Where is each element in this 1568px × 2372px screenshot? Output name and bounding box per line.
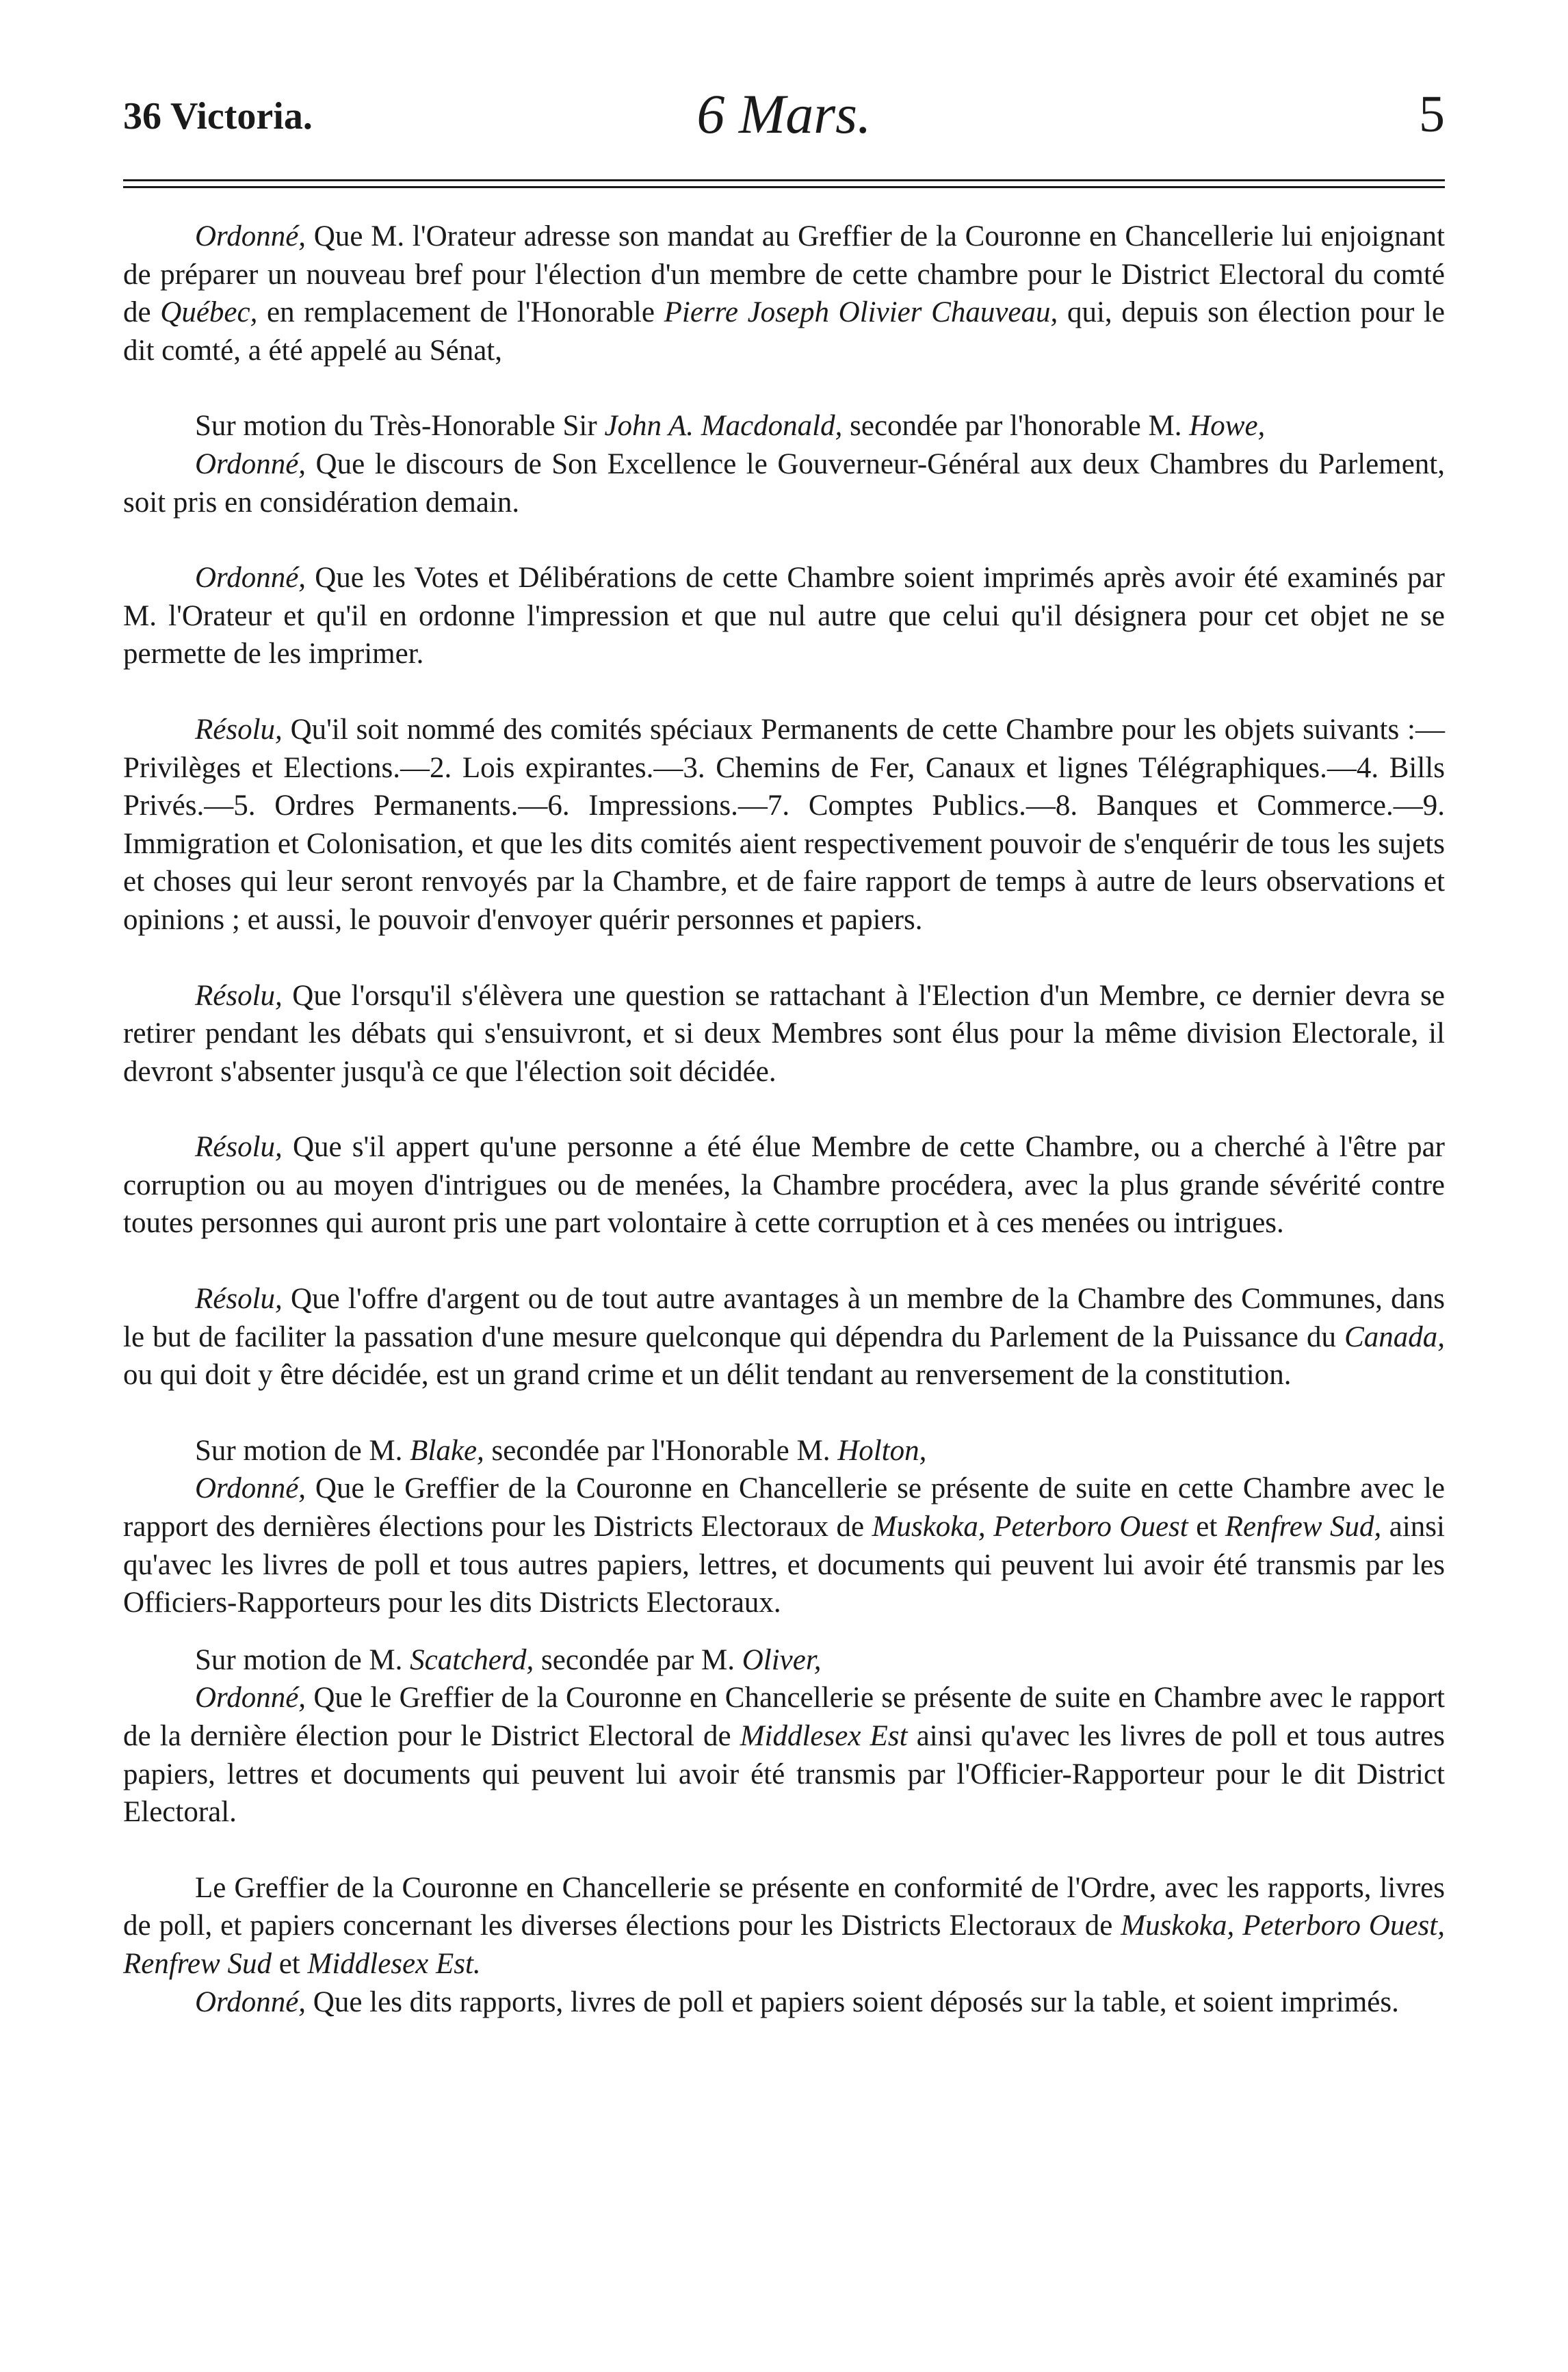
paragraph [123, 1869, 1445, 1983]
text-run: Que l'offre d'argent ou de tout autre avantages à un membre de la Chambre des Communes, dans le but de faciliter la passation d'une mesure quelconque qui dépendra du Parlement de la Puissance du [123, 1283, 1445, 1353]
text-run: et [1188, 1511, 1225, 1543]
italic-run: Résolu, [195, 1131, 283, 1164]
text-run: Que le Greffier de la Couronne en Chancellerie se présente de suite en Chambre avec le rapport de la dernière élection pour le District Electoral de [123, 1682, 1445, 1752]
text-run: secondée par l'Honorable M. [484, 1434, 838, 1467]
italic-run: Muskoka, Peterboro Ouest, Renfrew Sud [123, 1910, 1445, 1980]
italic-run: Muskoka, Peterboro Ouest [872, 1511, 1188, 1543]
paragraph [123, 407, 1445, 445]
italic-run: Résolu, [195, 713, 283, 746]
text-run: Que M. l'Orateur adresse son mandat au Greffier de la Couronne en Chancellerie lui enjoignant de préparer un nouveau bref pour l'élection d'un membre de cette chambre pour le District Electoral du comté de [123, 220, 1445, 329]
text-run: Que l'orsqu'il s'élèvera une question se rattachant à l'Election d'un Membre, ce dernier devra se retirer pendant les débats qui s'ensuivront, et si deux Membres sont élus pour la même division Electorale, il devront s'absenter jusqu'à ce que l'élection soit décidée. [123, 979, 1445, 1088]
paragraph [123, 559, 1445, 673]
paragraph [123, 1983, 1445, 2022]
italic-run: Howe, [1189, 410, 1266, 443]
italic-run: Ordonné, [195, 1682, 306, 1715]
paragraph [123, 977, 1445, 1091]
text-run: ou qui doit y être décidée, est un grand crime et un délit tendant au renversement de la constitution. [123, 1359, 1292, 1392]
italic-run: Ordonné, [195, 562, 306, 595]
paragraph [123, 1641, 1445, 1680]
italic-run: Holton, [837, 1434, 927, 1467]
text-run: secondée par M. [534, 1643, 742, 1676]
text-run: ainsi qu'avec les livres de poll et tous autres papiers, lettres, et documents qui peuvent lui avoir été transmis par les Officiers-Rapporteurs pour les dits Districts Electoraux. [123, 1511, 1445, 1619]
italic-run: Middlesex Est [740, 1720, 908, 1752]
italic-run: Middlesex Est. [307, 1947, 481, 1980]
page-date: 6 Mars. [696, 83, 872, 145]
italic-run: Québec, [160, 296, 258, 329]
text-run: Sur motion de M. [195, 1643, 410, 1676]
text-run: Que le Greffier de la Couronne en Chancellerie se présente de suite en cette Chambre avec le rapport des dernières élections pour les Districts Electoraux de [123, 1472, 1445, 1543]
session-label: 36 Victoria. [123, 95, 313, 138]
paragraph [123, 1432, 1445, 1470]
paragraph [123, 1128, 1445, 1242]
italic-run: Ordonné, [195, 447, 306, 480]
paragraph [123, 711, 1445, 939]
text-run: Qu'il soit nommé des comités spéciaux Permanents de cette Chambre pour les objets suivants :—Privilèges et Elections.—2. Lois expirantes.—3. Chemins de Fer, Canaux et lignes Télégraphiques.—4. Bills Privés.—5. Ordres Permanents.—6. Impressions.—7. Comptes Publics.—8. Banques et Commerce.—9. Immigration et Colonisation, et que les dits comités aient respectivement pouvoir de s'enquérir de tous les sujets et choses qui leur seront renvoyés par la Chambre, et de faire rapport de temps à autre de leurs observations et opinions ; et aussi, le pouvoir d'envoyer quérir personnes et papiers. [123, 713, 1445, 936]
italic-run: Oliver, [742, 1643, 822, 1676]
text-run: Que s'il appert qu'une personne a été élue Membre de cette Chambre, ou a cherché à l'être par corruption ou au moyen d'intrigues ou de menées, la Chambre procédera, avec la plus grande sévérité contre toutes personnes qui auront pris une part volontaire à cette corruption et à ces menées ou intrigues. [123, 1131, 1445, 1240]
italic-run: Ordonné, [195, 1472, 306, 1505]
italic-run: Blake, [410, 1434, 484, 1467]
paragraph [123, 445, 1445, 521]
italic-run: Ordonné, [195, 1985, 306, 2018]
text-run: Le Greffier de la Couronne en Chancellerie se présente en conformité de l'Ordre, avec les rapports, livres de poll, et papiers concernant les diverses élections pour les Districts Electoraux de [123, 1871, 1445, 1942]
text-run: et [271, 1947, 308, 1980]
italic-run: Résolu, [195, 1283, 283, 1316]
paragraph [123, 1280, 1445, 1394]
text-run: en remplacement de l'Honorable [257, 296, 664, 329]
header-rule-bottom [123, 186, 1445, 188]
italic-run: Résolu, [195, 979, 283, 1012]
italic-run: Renfrew Sud, [1225, 1511, 1382, 1543]
italic-run: Ordonné, [195, 220, 306, 252]
page-number: 5 [1419, 86, 1445, 143]
text-run: Que les Votes et Délibérations de cette Chambre soient imprimés après avoir été examinés par M. l'Orateur et qu'il en ordonne l'impression et que nul autre que celui qu'il désignera pour cet objet ne se permette de les imprimer. [123, 562, 1445, 670]
text-run: Que le discours de Son Excellence le Gouverneur-Général aux deux Chambres du Parlement, soit pris en considération demain. [123, 447, 1445, 519]
text-run: ainsi qu'avec les livres de poll et tous autres papiers, lettres et documents qui peuvent lui avoir été transmis par l'Officier-Rapporteur pour le dit District Electoral. [123, 1720, 1445, 1829]
paragraph [123, 1679, 1445, 1831]
paragraph [123, 218, 1445, 369]
text-run: Que les dits rapports, livres de poll et papiers soient déposés sur la table, et soient imprimés. [306, 1985, 1399, 2018]
italic-run: Pierre Joseph Olivier Chauveau, [664, 296, 1058, 329]
text-run: secondée par l'honorable M. [842, 410, 1190, 443]
text-run: qui, depuis son élection pour le dit comté, a été appelé au Sénat, [123, 296, 1446, 367]
paragraph [123, 1470, 1445, 1621]
document-body [123, 218, 1445, 2021]
page-header [123, 82, 1445, 157]
header-rule-top [123, 179, 1445, 181]
text-run: Sur motion du Très-Honorable Sir [195, 410, 605, 443]
italic-run: Canada, [1344, 1320, 1445, 1353]
italic-run: Scatcherd, [410, 1643, 534, 1676]
text-run: Sur motion de M. [195, 1434, 410, 1467]
italic-run: John A. Macdonald, [604, 410, 843, 443]
